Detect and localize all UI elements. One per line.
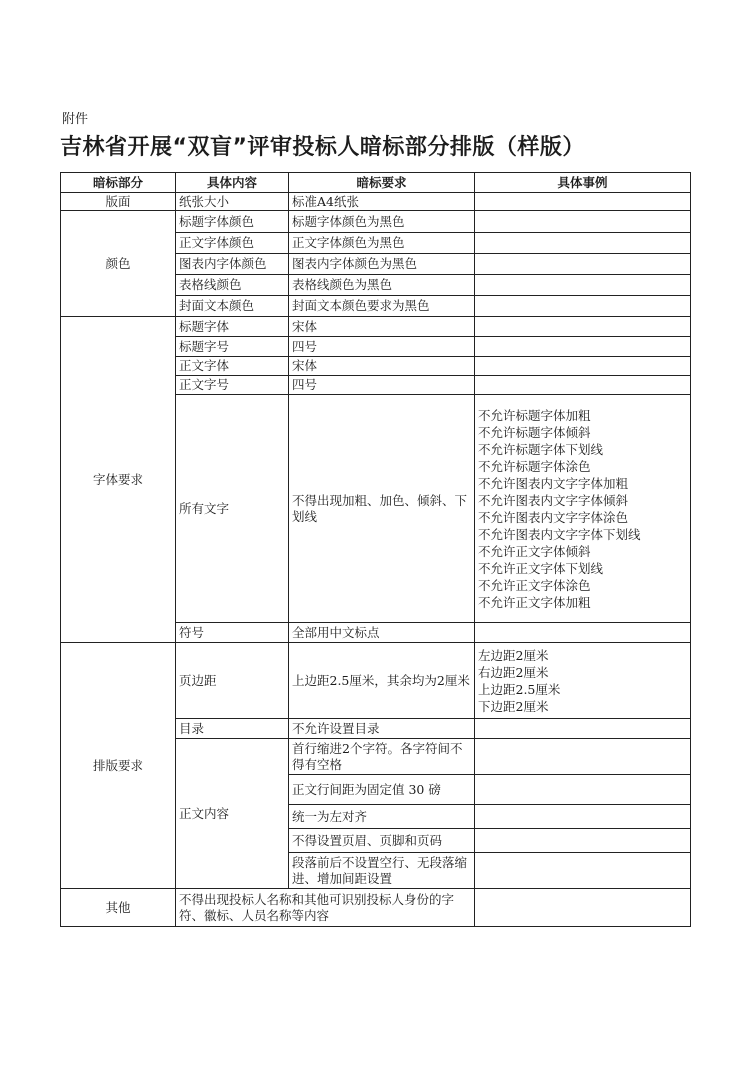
item-cell: 正文内容 — [176, 739, 289, 889]
item-cell: 封面文本颜色 — [176, 296, 289, 317]
category-cell: 排版要求 — [61, 643, 176, 889]
category-cell: 颜色 — [61, 211, 176, 317]
item-cell: 页边距 — [176, 643, 289, 719]
item-cell: 目录 — [176, 719, 289, 739]
table-row — [61, 317, 691, 337]
example-cell — [475, 337, 691, 357]
item-cell: 正文字号 — [176, 376, 289, 395]
example-line: 不允许正文字体倾斜 — [478, 543, 591, 559]
requirement-cell: 表格线颜色为黑色 — [289, 275, 475, 296]
page-title: 吉林省开展“双盲”评审投标人暗标部分排版（样版） — [60, 135, 585, 160]
item-cell: 正文字体颜色 — [176, 233, 289, 254]
example-line: 不允许图表内文字字体下划线 — [478, 526, 641, 542]
header-cell: 暗标部分 — [61, 173, 176, 193]
example-line: 右边距2厘米 — [478, 664, 549, 680]
requirement-cell: 正文字体颜色为黑色 — [289, 233, 475, 254]
example-cell — [475, 376, 691, 395]
example-line: 左边距2厘米 — [478, 647, 549, 663]
item-cell: 标题字体颜色 — [176, 211, 289, 233]
requirements-table — [60, 172, 691, 927]
example-line: 不允许图表内文字字体加粗 — [478, 475, 629, 491]
attachment-label: 附件 — [62, 112, 89, 127]
category-cell: 字体要求 — [61, 317, 176, 643]
requirement-cell: 不允许设置目录 — [289, 719, 475, 739]
requirement-cell: 段落前后不设置空行、无段落缩进、增加间距设置 — [289, 853, 475, 889]
requirement-cell: 正文行间距为固定值 30 磅 — [289, 775, 475, 805]
requirement-cell: 宋体 — [289, 317, 475, 337]
example-cell — [475, 719, 691, 739]
item-cell: 正文字体 — [176, 357, 289, 376]
requirement-cell: 上边距2.5厘米，其余均为2厘米 — [289, 643, 475, 719]
requirement-cell: 标准A4纸张 — [289, 193, 475, 211]
item-cell: 标题字体 — [176, 317, 289, 337]
example-line: 不允许标题字体加粗 — [478, 407, 591, 423]
example-list-cell — [475, 643, 691, 719]
header-cell: 具体事例 — [475, 173, 691, 193]
example-line: 不允许标题字体倾斜 — [478, 424, 591, 440]
requirement-cell: 全部用中文标点 — [289, 623, 475, 643]
example-cell — [475, 889, 691, 927]
table-header-row — [61, 173, 691, 193]
item-cell: 符号 — [176, 623, 289, 643]
category-cell: 其他 — [61, 889, 176, 927]
requirement-cell: 不得设置页眉、页脚和页码 — [289, 829, 475, 853]
table-row — [61, 211, 691, 233]
example-cell — [475, 357, 691, 376]
example-line: 不允许正文字体下划线 — [478, 560, 604, 576]
example-line: 不允许标题字体下划线 — [478, 441, 604, 457]
example-line: 不允许正文字体涂色 — [478, 577, 591, 593]
requirement-cell: 四号 — [289, 337, 475, 357]
example-cell — [475, 275, 691, 296]
requirement-cell: 不得出现加粗、加色、倾斜、下划线 — [289, 395, 475, 623]
category-cell: 版面 — [61, 193, 176, 211]
requirement-cell: 不得出现投标人名称和其他可识别投标人身份的字符、徽标、人员名称等内容 — [176, 889, 475, 927]
requirement-cell: 四号 — [289, 376, 475, 395]
example-line: 不允许标题字体涂色 — [478, 458, 591, 474]
item-cell: 标题字号 — [176, 337, 289, 357]
requirement-cell: 统一为左对齐 — [289, 805, 475, 829]
example-cell — [475, 317, 691, 337]
table-row — [61, 193, 691, 211]
example-cell — [475, 739, 691, 775]
example-cell — [475, 829, 691, 853]
example-cell — [475, 193, 691, 211]
item-cell: 表格线颜色 — [176, 275, 289, 296]
requirement-cell: 首行缩进2个字符。各字符间不得有空格 — [289, 739, 475, 775]
example-cell — [475, 775, 691, 805]
header-cell: 具体内容 — [176, 173, 289, 193]
example-line: 不允许图表内文字字体倾斜 — [478, 492, 629, 508]
example-list-cell — [475, 395, 691, 623]
requirement-cell: 标题字体颜色为黑色 — [289, 211, 475, 233]
example-cell — [475, 296, 691, 317]
example-line: 上边距2.5厘米 — [478, 681, 561, 697]
example-cell — [475, 853, 691, 889]
item-cell: 所有文字 — [176, 395, 289, 623]
example-line: 不允许图表内文字字体涂色 — [478, 509, 629, 525]
example-line: 不允许正文字体加粗 — [478, 594, 591, 610]
requirement-cell: 图表内字体颜色为黑色 — [289, 254, 475, 275]
header-cell: 暗标要求 — [289, 173, 475, 193]
requirement-cell: 宋体 — [289, 357, 475, 376]
example-cell — [475, 211, 691, 233]
table-row — [61, 889, 691, 927]
example-cell — [475, 233, 691, 254]
example-cell — [475, 623, 691, 643]
item-cell: 纸张大小 — [176, 193, 289, 211]
item-cell: 图表内字体颜色 — [176, 254, 289, 275]
example-cell — [475, 254, 691, 275]
example-line: 下边距2厘米 — [478, 698, 549, 714]
requirement-cell: 封面文本颜色要求为黑色 — [289, 296, 475, 317]
table-row — [61, 643, 691, 719]
example-cell — [475, 805, 691, 829]
